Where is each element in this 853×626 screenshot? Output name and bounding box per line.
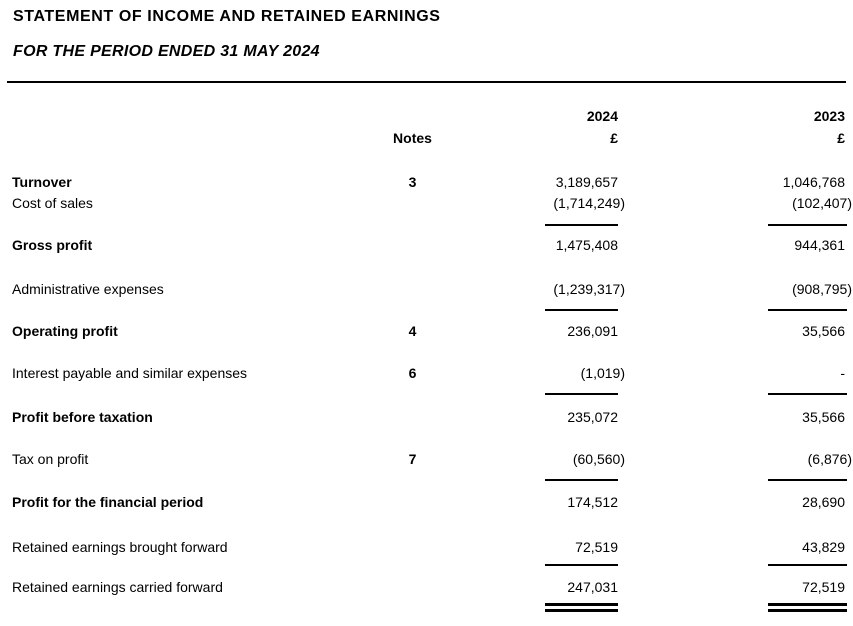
header-rule: [7, 81, 846, 83]
value-2024: 174,512: [567, 494, 618, 510]
table-row-operating-profit: [12, 322, 852, 340]
value-2024: 247,031: [567, 579, 618, 595]
value-2023: 35,566: [802, 323, 845, 339]
single-rule-2023: [768, 479, 847, 481]
notes-column-header: Notes: [393, 130, 432, 146]
row-label: Operating profit: [12, 323, 118, 339]
single-rule-2023: [768, 564, 847, 566]
value-2024: 235,072: [567, 409, 618, 425]
row-note: 4: [408, 323, 417, 339]
row-note: [380, 578, 445, 596]
value-2023: 35,566: [802, 409, 845, 425]
row-label: Retained earnings brought forward: [12, 539, 228, 555]
value-2023: -: [840, 365, 845, 381]
value-2023: 28,690: [802, 494, 845, 510]
table-row-interest-payable: [12, 364, 852, 382]
value-2024: 1,475,408: [555, 237, 618, 253]
table-row-turnover: [12, 173, 852, 191]
double-rule-2024: [545, 603, 618, 612]
double-rule-2023: [768, 603, 847, 612]
row-label: Administrative expenses: [12, 281, 164, 297]
value-2023: 43,829: [802, 539, 845, 555]
value-2023: 944,361: [794, 237, 845, 253]
value-2024: 236,091: [567, 323, 618, 339]
value-2023: (102,407): [792, 195, 852, 211]
row-note: 3: [408, 174, 417, 190]
value-2023: 72,519: [802, 579, 845, 595]
currency-2023-header: £: [837, 130, 845, 146]
value-2024: (1,019): [580, 365, 625, 381]
single-rule-2023: [768, 309, 847, 311]
row-note: [380, 194, 445, 212]
year-current-header: 2024: [586, 108, 618, 124]
table-row-gross-profit: [12, 236, 852, 254]
table-row-cost-of-sales: [12, 194, 852, 212]
value-2024: 3,189,657: [555, 174, 618, 190]
table-row-retained-carried-forward: [12, 578, 852, 596]
row-label: Cost of sales: [12, 195, 93, 211]
row-label: Interest payable and similar expenses: [12, 365, 248, 381]
table-row-admin-expenses: [12, 280, 852, 298]
row-note: [380, 493, 445, 511]
row-label: Profit for the financial period: [12, 494, 204, 510]
value-2024: (60,560): [572, 451, 625, 467]
table-row-retained-brought-forward: [12, 538, 852, 556]
value-2023: (6,876): [807, 451, 852, 467]
row-label: Profit before taxation: [12, 409, 153, 425]
single-rule-2024: [545, 393, 618, 395]
currency-2024-header: £: [610, 130, 618, 146]
value-2023: 1,046,768: [782, 174, 845, 190]
single-rule-2024: [545, 224, 618, 226]
single-rule-2024: [545, 479, 618, 481]
row-label: Turnover: [12, 174, 72, 190]
year-header-row: [12, 107, 852, 125]
single-rule-2024: [545, 309, 618, 311]
row-note: 6: [408, 365, 417, 381]
row-note: 7: [408, 451, 417, 467]
table-row-profit-for-period: [12, 493, 852, 511]
single-rule-2023: [768, 224, 847, 226]
page-title: STATEMENT OF INCOME AND RETAINED EARNINGS: [13, 8, 441, 25]
row-note: [380, 236, 445, 254]
row-note: [380, 280, 445, 298]
value-2024: (1,714,249): [553, 195, 625, 211]
year-prior-header: 2023: [813, 108, 845, 124]
single-rule-2023: [768, 393, 847, 395]
currency-header-row: [12, 129, 852, 147]
value-2023: (908,795): [792, 281, 852, 297]
row-label: Gross profit: [12, 237, 93, 253]
value-2024: 72,519: [575, 539, 618, 555]
row-note: [380, 538, 445, 556]
row-label: Tax on profit: [12, 451, 89, 467]
table-row-profit-before-tax: [12, 408, 852, 426]
single-rule-2024: [545, 564, 618, 566]
value-2024: (1,239,317): [553, 281, 625, 297]
page-subtitle: FOR THE PERIOD ENDED 31 MAY 2024: [13, 43, 320, 60]
row-label: Retained earnings carried forward: [12, 579, 223, 595]
row-note: [380, 408, 445, 426]
table-row-tax-on-profit: [12, 450, 852, 468]
total-rule-row: [12, 603, 852, 621]
